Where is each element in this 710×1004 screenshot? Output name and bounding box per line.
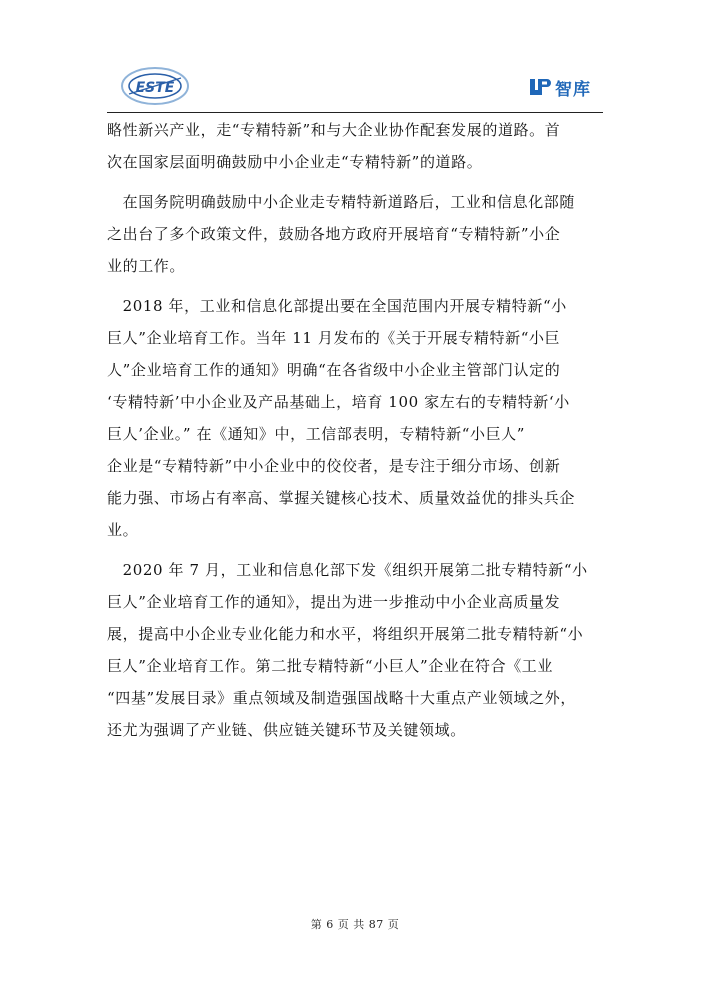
text-line: 业。 bbox=[107, 521, 139, 539]
paragraph-4 bbox=[107, 554, 603, 746]
este-logo bbox=[119, 64, 191, 108]
text-line: 巨人”企业培育工作。当年 11 月发布的《关于开展专精特新“小巨 bbox=[107, 329, 561, 347]
page-number: 第 6 页 共 87 页 bbox=[310, 918, 400, 931]
text-line: 展，提高中小企业专业化能力和水平，将组织开展第二批专精特新“小 bbox=[107, 625, 584, 643]
page-header bbox=[107, 44, 597, 116]
header-divider bbox=[107, 112, 603, 113]
text-line: 企业是“专精特新”中小企业中的佼佼者，是专注于细分市场、创新 bbox=[107, 457, 561, 475]
text-line: 2018 年，工业和信息化部提出要在全国范围内开展专精特新“小 bbox=[107, 297, 567, 315]
text-line: ‘专精特新’中小企业及产品基础上，培育 100 家左右的专精特新‘小 bbox=[107, 393, 570, 411]
paragraph-3 bbox=[107, 290, 603, 546]
paragraph-2 bbox=[107, 186, 603, 282]
zhiku-logo bbox=[529, 72, 591, 102]
paragraph-1 bbox=[107, 114, 603, 178]
text-line: 还尤为强调了产业链、供应链关键环节及关键领域。 bbox=[107, 721, 466, 739]
este-logo-icon bbox=[119, 64, 191, 108]
text-line: 之出台了多个政策文件，鼓励各地方政府开展培育“专精特新”小企 bbox=[107, 225, 561, 243]
zhiku-logo-text: 智库 bbox=[555, 79, 591, 100]
zhiku-logo-icon bbox=[529, 76, 551, 98]
text-line: 在国务院明确鼓励中小企业走专精特新道路后，工业和信息化部随 bbox=[107, 193, 576, 211]
text-line: 业的工作。 bbox=[107, 257, 186, 275]
text-line: 巨人”企业培育工作的通知》，提出为进一步推动中小企业高质量发 bbox=[107, 593, 561, 611]
este-logo-text: ESTE bbox=[135, 80, 175, 96]
document-body bbox=[107, 114, 603, 746]
text-line: “四基”发展目录》重点领域及制造强国战略十大重点产业领域之外， bbox=[107, 689, 576, 707]
text-line: 次在国家层面明确鼓励中小企业走“专精特新”的道路。 bbox=[107, 153, 483, 171]
text-line: 略性新兴产业，走“专精特新”和与大企业协作配套发展的道路。首 bbox=[107, 121, 561, 139]
text-line: 能力强、市场占有率高、掌握关键核心技术、质量效益优的排头兵企 bbox=[107, 489, 576, 507]
page-footer bbox=[0, 916, 710, 932]
text-line: 2020 年 7 月，工业和信息化部下发《组织开展第二批专精特新“小 bbox=[107, 561, 588, 579]
text-line: 巨人”企业培育工作。第二批专精特新“小巨人”企业在符合《工业 bbox=[107, 657, 554, 675]
text-line: 巨人’企业。” 在《通知》中，工信部表明，专精特新“小巨人” bbox=[107, 425, 526, 443]
text-line: 人”企业培育工作的通知》明确“在各省级中小企业主管部门认定的 bbox=[107, 361, 561, 379]
